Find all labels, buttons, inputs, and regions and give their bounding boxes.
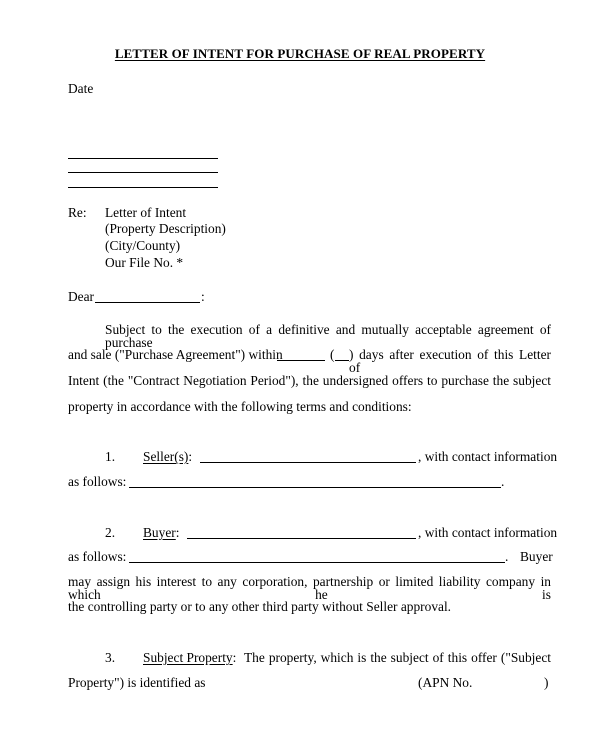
apn-label: (APN No. (418, 675, 473, 690)
item-3-number: 3. (105, 650, 116, 665)
dear-colon: : (201, 289, 205, 304)
seller-name-blank[interactable] (200, 462, 416, 463)
buyer-contact-blank[interactable] (129, 562, 505, 563)
buyer-assign-line-1: may assign his interest to any corporation, partnership or limited liability company in which he is (68, 574, 551, 603)
seller-contact-text: , with contact information (418, 449, 558, 464)
address-line-1[interactable] (68, 158, 218, 159)
buyer-label: Buyer: (143, 525, 180, 540)
re-line-2: (Property Description) (105, 221, 226, 236)
date-label: Date (68, 81, 94, 96)
address-line-2[interactable] (68, 172, 218, 173)
dear-name-blank[interactable] (95, 302, 200, 303)
subject-property-text: The property, which is the subject of this offer ("Subject (244, 650, 551, 665)
re-label: Re: (68, 205, 87, 220)
re-line-4: Our File No. * (105, 255, 184, 270)
item-2-number: 2. (105, 525, 116, 540)
document-title: LETTER OF INTENT FOR PURCHASE OF REAL PROPERTY (114, 46, 486, 61)
seller-label: Seller(s): (143, 449, 193, 464)
intro-line-4: property in accordance with the following terms and conditions: (68, 399, 412, 414)
address-line-3[interactable] (68, 187, 218, 188)
re-line-3: (City/County) (105, 238, 181, 253)
item-1-number: 1. (105, 449, 116, 464)
seller-follows-period: . (501, 474, 505, 489)
buyer-tail-word: Buyer (520, 549, 553, 564)
days-number-blank[interactable] (335, 360, 349, 361)
intro-line-3: Intent (the "Contract Negotiation Period"), the undersigned offers to purchase the subject (68, 373, 551, 388)
intro-line-2a: and sale ("Purchase Agreement") within (68, 347, 283, 362)
seller-contact-blank[interactable] (129, 487, 501, 488)
seller-follows-label: as follows: (68, 474, 127, 489)
buyer-contact-text: , with contact information (418, 525, 558, 540)
buyer-name-blank[interactable] (187, 538, 416, 539)
apn-close-paren: ) (544, 675, 549, 690)
intro-line-2c: ) days after execution of this Letter of (349, 347, 551, 376)
intro-paren-open: ( (330, 347, 335, 362)
subject-property-identified: Property") is identified as (68, 675, 206, 690)
re-line-1: Letter of Intent (105, 205, 187, 220)
days-words-blank[interactable] (277, 360, 325, 361)
intro-line-1: Subject to the execution of a definitive and mutually acceptable agreement of purchase (105, 322, 551, 351)
dear-label: Dear (68, 289, 95, 304)
subject-property-label: Subject Property: (143, 650, 237, 665)
buyer-follows-label: as follows: (68, 549, 127, 564)
buyer-assign-line-2: the controlling party or to any other third party without Seller approval. (68, 599, 452, 614)
buyer-follows-period: . (505, 549, 509, 564)
